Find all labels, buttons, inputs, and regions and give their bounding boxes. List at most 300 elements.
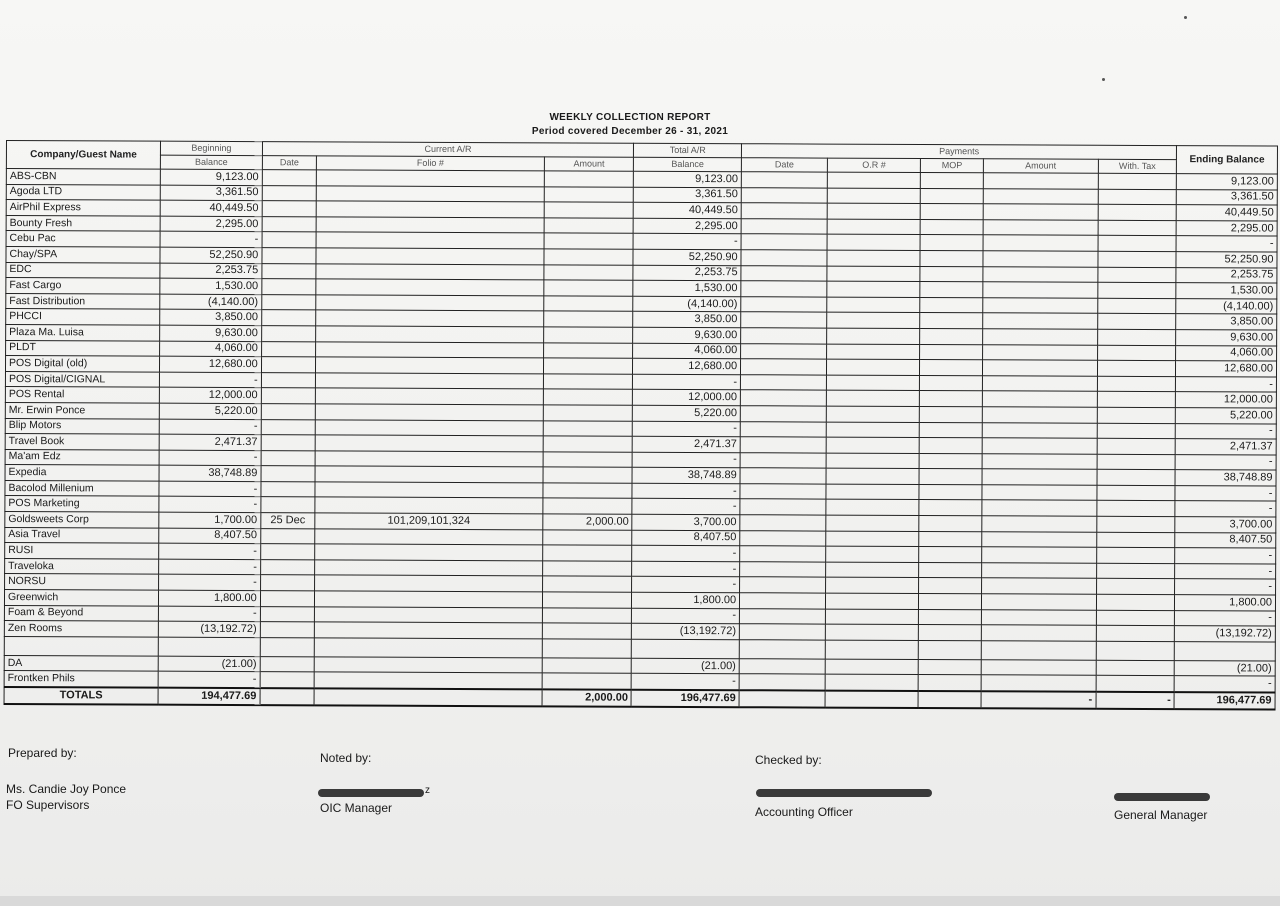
row-pay-date: [740, 468, 826, 484]
row-or: [827, 188, 921, 204]
row-ending-balance: -: [1175, 423, 1276, 439]
row-mop: [919, 531, 982, 547]
row-name: Traveloka: [5, 558, 159, 574]
row-date: [260, 606, 314, 622]
row-folio: [315, 497, 543, 514]
row-beginning-balance: -: [159, 543, 261, 559]
row-ending-balance: -: [1176, 376, 1277, 392]
row-pay-amount: [981, 563, 1096, 579]
row-or: [827, 234, 921, 250]
row-pay-date: [741, 328, 827, 344]
row-beginning-balance: -: [159, 419, 261, 435]
row-total-ar: -: [632, 499, 740, 515]
row-with-tax: [1096, 676, 1175, 692]
row-total-ar: 9,630.00: [633, 327, 741, 343]
row-pay-amount: [983, 188, 1098, 204]
row-date: [261, 419, 315, 435]
row-amount: [544, 296, 634, 312]
row-with-tax: [1098, 236, 1177, 252]
row-total-ar: 2,253.75: [633, 265, 741, 281]
row-mop: [920, 391, 983, 407]
row-amount: [544, 280, 634, 296]
row-folio: [315, 435, 543, 452]
row-name: AirPhil Express: [6, 200, 160, 216]
row-with-tax: [1096, 610, 1175, 626]
row-folio: [316, 341, 544, 358]
row-date: [262, 201, 316, 217]
row-total-ar: 9,123.00: [634, 171, 742, 187]
totals-empty: [918, 691, 981, 708]
row-name: Frontken Phils: [4, 671, 158, 688]
row-with-tax: [1097, 329, 1176, 345]
row-with-tax: [1098, 267, 1177, 283]
row-folio: [316, 185, 544, 202]
redacted-signature: [1114, 793, 1210, 801]
row-total-ar: (13,192.72): [632, 623, 740, 639]
row-mop: [919, 659, 982, 675]
row-total-ar: -: [632, 608, 740, 624]
row-pay-amount: [982, 485, 1097, 501]
row-folio: [315, 451, 543, 468]
row-ending-balance: -: [1174, 676, 1275, 693]
row-date: [261, 528, 315, 544]
row-total-ar: -: [632, 561, 740, 577]
row-name: POS Digital (old): [5, 356, 159, 372]
row-beginning-balance: -: [159, 575, 261, 591]
col-folio: Folio #: [317, 156, 545, 171]
row-folio: [314, 672, 542, 689]
row-date: [261, 326, 315, 342]
row-mop: [919, 469, 982, 485]
totals-label: TOTALS: [4, 687, 158, 704]
row-beginning-balance: -: [160, 232, 262, 248]
row-name: Mr. Erwin Ponce: [5, 402, 159, 418]
row-amount: [542, 607, 632, 623]
row-amount: [543, 467, 633, 483]
row-mop: [919, 625, 982, 641]
row-or: [827, 219, 921, 235]
row-beginning-balance: -: [158, 606, 260, 622]
row-mop: [921, 219, 984, 235]
row-total-ar: (21.00): [632, 658, 740, 674]
row-beginning-balance: (13,192.72): [158, 621, 260, 637]
row-total-ar: 2,295.00: [634, 218, 742, 234]
row-amount: [542, 639, 632, 658]
row-pay-date: [741, 187, 827, 203]
row-total-ar: [632, 639, 740, 658]
row-or: [825, 562, 919, 578]
row-beginning-balance: 9,123.00: [160, 169, 262, 185]
row-folio: [316, 217, 544, 234]
row-or: [827, 297, 921, 313]
row-or: [825, 578, 919, 594]
col-beginning-bottom: Balance: [160, 155, 262, 169]
row-pay-amount: [982, 407, 1097, 423]
row-date: [260, 559, 314, 575]
col-company: Company/Guest Name: [6, 141, 160, 170]
row-mop: [920, 297, 983, 313]
row-pay-amount: [982, 500, 1097, 516]
checked-title: Accounting Officer: [755, 805, 853, 819]
row-mop: [920, 406, 983, 422]
row-pay-amount: [982, 391, 1097, 407]
row-pay-amount: [983, 204, 1098, 220]
row-pay-amount: [983, 220, 1098, 236]
row-mop: [920, 250, 983, 266]
col-amount: Amount: [544, 157, 634, 171]
row-pay-date: [740, 421, 826, 437]
row-name: Foam & Beyond: [4, 605, 158, 621]
row-or: [827, 172, 921, 188]
row-pay-date: [740, 577, 826, 593]
row-with-tax: [1097, 485, 1176, 501]
row-name: Zen Rooms: [4, 621, 158, 637]
row-amount: [543, 483, 633, 499]
row-name: POS Digital/CIGNAL: [5, 371, 159, 387]
row-mop: [920, 375, 983, 391]
row-beginning-balance: 2,253.75: [160, 263, 262, 279]
totals-total: 196,477.69: [631, 690, 739, 707]
row-or: [826, 406, 920, 422]
row-or: [826, 328, 920, 344]
row-beginning-balance: -: [159, 559, 261, 575]
prepared-name: Ms. Candie Joy Ponce: [6, 782, 127, 796]
row-pay-amount: [982, 547, 1097, 563]
row-ending-balance: -: [1175, 454, 1276, 470]
row-beginning-balance: -: [159, 372, 261, 388]
row-beginning-balance: [158, 637, 260, 656]
row-total-ar: -: [633, 234, 741, 250]
row-or: [825, 531, 919, 547]
row-beginning-balance: 38,748.89: [159, 465, 261, 481]
row-pay-date: [740, 515, 826, 531]
row-pay-amount: [982, 344, 1097, 360]
col-beginning-top: Beginning: [161, 141, 263, 155]
row-total-ar: 38,748.89: [632, 468, 740, 484]
row-folio: [314, 657, 542, 674]
row-amount: 2,000.00: [543, 514, 633, 530]
row-ending-balance: 1,800.00: [1175, 595, 1276, 611]
row-date: [261, 450, 315, 466]
row-name: POS Rental: [5, 387, 159, 403]
row-total-ar: -: [632, 452, 740, 468]
row-mop: [920, 328, 983, 344]
row-amount: [544, 218, 634, 234]
row-beginning-balance: -: [159, 497, 261, 513]
row-or: [826, 484, 920, 500]
row-mop: [921, 188, 984, 204]
row-mop: [921, 172, 984, 188]
row-with-tax: [1096, 516, 1175, 532]
row-ending-balance: -: [1175, 485, 1276, 501]
row-pay-date: [740, 562, 826, 578]
row-with-tax: [1096, 579, 1175, 595]
row-or: [826, 515, 920, 531]
speck: [1102, 78, 1105, 81]
row-pay-amount: [982, 531, 1097, 547]
row-pay-date: [741, 234, 827, 250]
row-mop: [919, 484, 982, 500]
row-total-ar: -: [632, 483, 740, 499]
row-beginning-balance: 8,407.50: [159, 528, 261, 544]
row-folio: [314, 638, 542, 658]
row-or: [825, 546, 919, 562]
row-or: [827, 203, 921, 219]
row-ending-balance: 52,250.90: [1176, 252, 1277, 268]
totals-empty: [739, 690, 825, 707]
row-ending-balance: 38,748.89: [1175, 470, 1276, 486]
row-mop: [919, 500, 982, 516]
row-ending-balance: (4,140.00): [1176, 298, 1277, 314]
row-total-ar: -: [633, 374, 741, 390]
row-ending-balance: -: [1175, 501, 1276, 517]
row-with-tax: [1097, 423, 1176, 439]
row-with-tax: [1098, 173, 1177, 189]
row-or: [826, 344, 920, 360]
row-or: [826, 500, 920, 516]
row-pay-amount: [983, 298, 1098, 314]
row-mop: [919, 562, 982, 578]
row-pay-date: [739, 624, 825, 640]
row-with-tax: [1098, 220, 1177, 236]
row-pay-amount: [982, 360, 1097, 376]
row-name: POS Marketing: [5, 496, 159, 512]
row-date: [261, 341, 315, 357]
row-pay-date: [741, 296, 827, 312]
row-name: Expedia: [5, 465, 159, 481]
row-name: Fast Distribution: [6, 293, 160, 309]
col-or: O.R #: [827, 158, 921, 172]
row-with-tax: [1097, 438, 1176, 454]
row-pay-amount: [981, 660, 1096, 676]
row-pay-amount: [982, 469, 1097, 485]
row-amount: [542, 576, 632, 592]
row-beginning-balance: 2,471.37: [159, 434, 261, 450]
row-total-ar: 4,060.00: [633, 343, 741, 359]
row-name: Cebu Pac: [6, 231, 160, 247]
row-ending-balance: 1,530.00: [1176, 283, 1277, 299]
row-total-ar: -: [633, 421, 741, 437]
row-ending-balance: 12,680.00: [1176, 361, 1277, 377]
totals-empty: [825, 691, 919, 708]
row-amount: [544, 264, 634, 280]
row-folio: [314, 622, 542, 639]
row-amount: [544, 249, 634, 265]
row-or: [825, 674, 919, 691]
row-pay-date: [740, 406, 826, 422]
noted-title: OIC Manager: [320, 801, 393, 815]
col-ending: Ending Balance: [1177, 146, 1278, 174]
row-pay-date: [741, 359, 827, 375]
row-ending-balance: 2,295.00: [1176, 220, 1277, 236]
row-name: [4, 636, 158, 656]
row-pay-date: [740, 593, 826, 609]
row-pay-date: [740, 499, 826, 515]
noted-suffix: z: [425, 785, 430, 796]
row-name: EDC: [6, 262, 160, 278]
row-folio: [316, 232, 544, 249]
speck: [1184, 16, 1187, 19]
row-ending-balance: -: [1176, 236, 1277, 252]
totals-empty: [314, 688, 542, 706]
row-ending-balance: (13,192.72): [1175, 626, 1276, 642]
prepared-title: FO Supervisors: [6, 798, 90, 812]
row-or: [825, 609, 919, 625]
row-mop: [919, 609, 982, 625]
row-or: [825, 659, 919, 675]
row-date: [260, 656, 314, 672]
row-mop: [919, 453, 982, 469]
row-or: [826, 375, 920, 391]
row-date: [261, 372, 315, 388]
row-pay-date: [740, 437, 826, 453]
col-current-ar: Current A/R: [262, 142, 634, 158]
row-folio: [316, 373, 544, 390]
col-pay-date: Date: [742, 158, 828, 172]
row-ending-balance: [1174, 641, 1275, 660]
row-pay-amount: [983, 235, 1098, 251]
row-folio: [315, 575, 543, 592]
noted-label: Noted by:: [320, 751, 372, 765]
row-name: Travel Book: [5, 434, 159, 450]
row-date: [260, 575, 314, 591]
row-date: [260, 637, 314, 656]
row-pay-date: [741, 203, 827, 219]
row-or: [827, 266, 921, 282]
totals-begin: 194,477.69: [158, 688, 260, 705]
row-total-ar: -: [632, 577, 740, 593]
row-pay-amount: [982, 438, 1097, 454]
row-ending-balance: 9,630.00: [1176, 330, 1277, 346]
row-date: [261, 388, 315, 404]
row-date: [262, 232, 316, 248]
row-date: 25 Dec: [261, 513, 315, 529]
row-name: DA: [4, 655, 158, 671]
totals-amount: 2,000.00: [542, 689, 632, 706]
row-date: [260, 544, 314, 560]
row-beginning-balance: 52,250.90: [160, 247, 262, 263]
row-name: Blip Motors: [5, 418, 159, 434]
row-total-ar: 3,361.50: [634, 187, 742, 203]
row-amount: [544, 233, 634, 249]
row-pay-amount: [982, 329, 1097, 345]
row-beginning-balance: 1,700.00: [159, 512, 261, 528]
col-with-tax: With. Tax: [1098, 159, 1177, 173]
row-with-tax: [1098, 251, 1177, 267]
row-beginning-balance: 4,060.00: [160, 341, 262, 357]
row-beginning-balance: 3,850.00: [160, 310, 262, 326]
row-mop: [920, 360, 983, 376]
row-folio: 101,209,101,324: [315, 513, 543, 530]
row-total-ar: 40,449.50: [634, 202, 742, 218]
row-pay-date: [741, 281, 827, 297]
row-name: Bounty Fresh: [6, 215, 160, 231]
table-body: [4, 169, 1277, 693]
row-date: [262, 216, 316, 232]
row-date: [262, 185, 316, 201]
row-folio: [315, 466, 543, 483]
row-with-tax: [1096, 548, 1175, 564]
row-amount: [542, 592, 632, 608]
row-mop: [920, 422, 983, 438]
row-name: Asia Travel: [5, 527, 159, 543]
row-with-tax: [1097, 345, 1176, 361]
row-with-tax: [1096, 594, 1175, 610]
row-mop: [919, 578, 982, 594]
row-with-tax: [1097, 407, 1176, 423]
row-amount: [542, 561, 632, 577]
row-or: [826, 422, 920, 438]
row-pay-date: [741, 312, 827, 328]
row-amount: [543, 327, 633, 343]
scan-edge: [0, 896, 1280, 906]
row-ending-balance: 8,407.50: [1175, 532, 1276, 548]
row-total-ar: 12,000.00: [633, 390, 741, 406]
row-total-ar: 12,680.00: [633, 358, 741, 374]
row-or: [826, 453, 920, 469]
row-mop: [919, 640, 982, 659]
row-pay-date: [741, 390, 827, 406]
row-total-ar: 52,250.90: [633, 249, 741, 265]
row-name: Goldsweets Corp: [5, 512, 159, 528]
row-with-tax: [1097, 454, 1176, 470]
row-folio: [316, 248, 544, 265]
row-ending-balance: -: [1175, 563, 1276, 579]
row-folio: [316, 310, 544, 327]
col-pay-amount: Amount: [983, 159, 1098, 174]
row-date: [262, 170, 316, 186]
row-mop: [920, 235, 983, 251]
col-total-ar-top: Total A/R: [634, 143, 742, 157]
row-beginning-balance: 12,680.00: [160, 356, 262, 372]
row-total-ar: 3,700.00: [632, 514, 740, 530]
row-with-tax: [1096, 660, 1175, 676]
row-or: [826, 312, 920, 328]
totals-with-tax: -: [1096, 692, 1175, 709]
row-folio: [316, 295, 544, 312]
row-folio: [315, 544, 543, 561]
row-ending-balance: (21.00): [1174, 660, 1275, 676]
row-ending-balance: 5,220.00: [1175, 408, 1276, 424]
row-mop: [921, 204, 984, 220]
row-folio: [315, 606, 543, 623]
row-date: [262, 248, 316, 264]
row-mop: [920, 313, 983, 329]
row-date: [260, 622, 314, 638]
report-period: Period covered December 26 - 31, 2021: [531, 126, 729, 137]
row-name: PLDT: [6, 340, 160, 356]
row-with-tax: [1097, 470, 1176, 486]
row-total-ar: 2,471.37: [633, 436, 741, 452]
row-ending-balance: 9,123.00: [1176, 174, 1277, 190]
row-name: PHCCI: [6, 309, 160, 325]
row-amount: [543, 452, 633, 468]
report-title: WEEKLY COLLECTION REPORT: [549, 112, 711, 123]
row-name: ABS-CBN: [6, 169, 160, 185]
col-mop: MOP: [921, 158, 983, 172]
row-or: [825, 593, 919, 609]
row-total-ar: 8,407.50: [632, 530, 740, 546]
row-name: Fast Cargo: [6, 278, 160, 294]
row-or: [826, 390, 920, 406]
row-pay-amount: [983, 282, 1098, 298]
row-with-tax: [1097, 282, 1176, 298]
row-ending-balance: 2,253.75: [1176, 267, 1277, 283]
row-folio: [315, 529, 543, 546]
row-pay-date: [740, 530, 826, 546]
row-ending-balance: 2,471.37: [1175, 439, 1276, 455]
col-date: Date: [262, 156, 316, 170]
